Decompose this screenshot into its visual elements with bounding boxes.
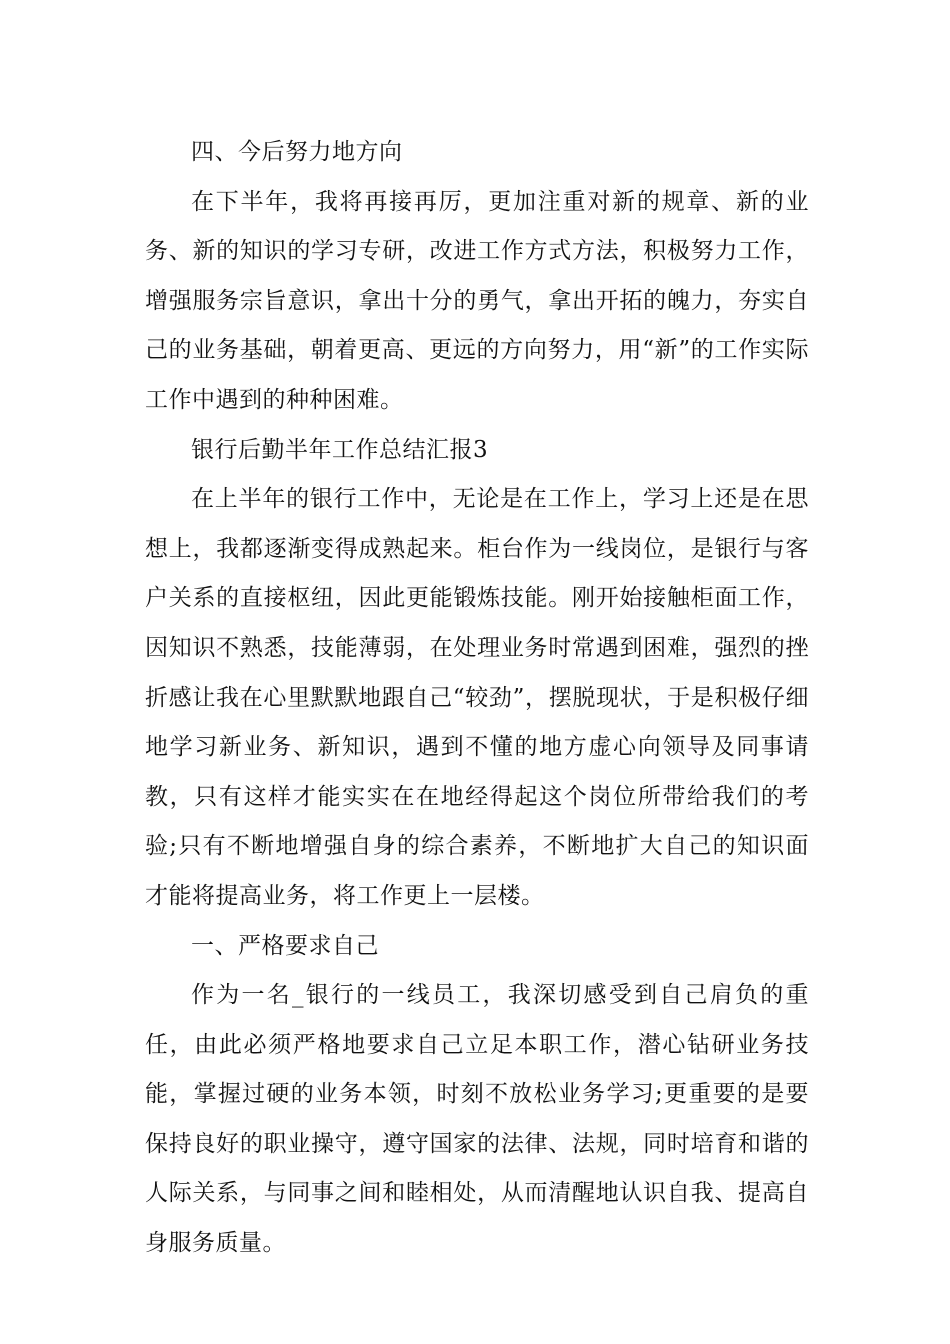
paragraph-second-half-plan: 在下半年，我将再接再厉，更加注重对新的规章、新的业务、新的知识的学习专研，改进工作方式方法，积极努力工作，增强服务宗旨意识，拿出十分的勇气，拿出开拓的魄力，夯实自己的业务基础，朝着更高、更远的方向努力，用“新”的工作实际工作中遇到的种种困难。 [145, 188, 809, 413]
paragraph-first-half-work: 在上半年的银行工作中，无论是在工作上，学习上还是在思想上，我都逐渐变得成熟起来。柜台作为一线岗位，是银行与客户关系的直接枢纽，因此更能锻炼技能。刚开始接触柜面工作，因知识不熟悉，技能薄弱，在处理业务时常遇到困难，强烈的挫折感让我在心里默默地跟自己“较劲”，摆脱现状，于是积极仔细地学习新业务、新知识，遇到不懂的地方虚心向领导及同事请教，只有这样才能实实在在地经得起这个岗位所带给我们的考验;只有不断地增强自身的综合素养，不断地扩大自己的知识面才能将提高业务，将工作更上一层楼。 [145, 486, 809, 909]
document-body [145, 128, 809, 1269]
section-heading-strict-requirements: 一、严格要求自己 [191, 932, 379, 959]
document-title-report-3: 银行后勤半年工作总结汇报3 [191, 436, 489, 463]
paragraph-frontline-employee: 作为一名_银行的一线员工，我深切感受到自己肩负的重任，由此必须严格地要求自己立足本职工作，潜心钻研业务技能，掌握过硬的业务本领，时刻不放松业务学习;更重要的是要保持良好的职业操守，遵守国家的法律、法规，同时培育和谐的人际关系，与同事之间和睦相处，从而清醒地认识自我、提高自身服务质量。 [145, 982, 809, 1257]
section-heading-future-direction: 四、今后努力地方向 [191, 139, 403, 165]
